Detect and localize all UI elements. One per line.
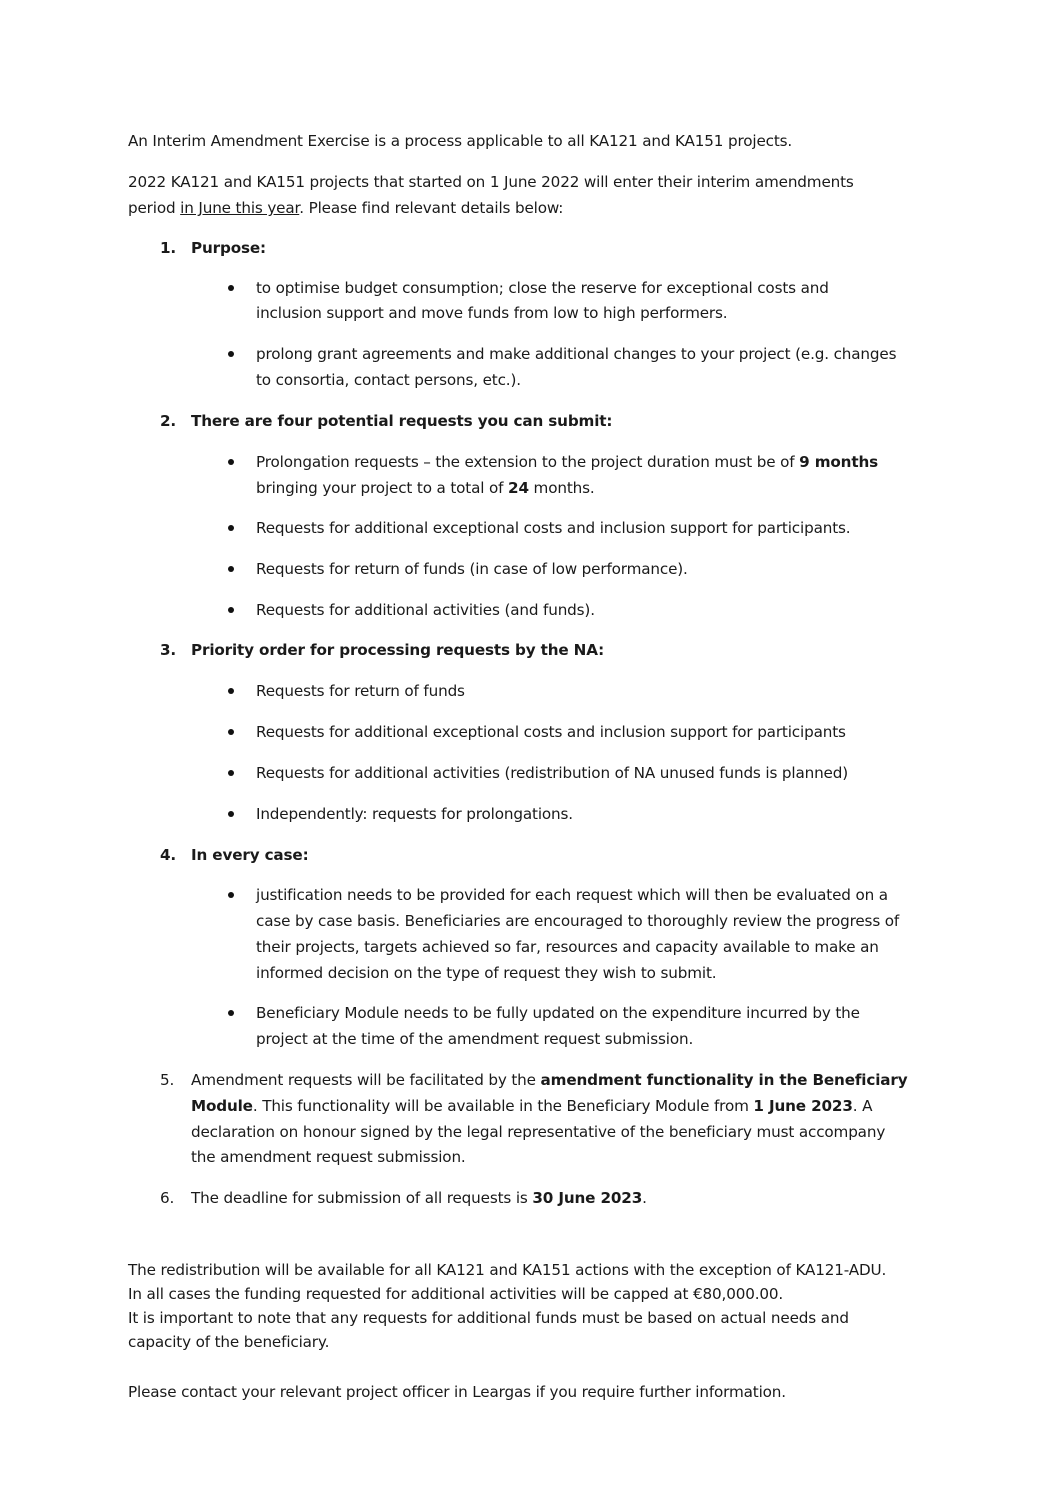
closing-line-2: In all cases the funding requested for additional activities will be capped at €80,000.00. xyxy=(128,1285,784,1303)
section-heading: In every case: xyxy=(191,846,309,864)
bullet-text: Requests for return of funds xyxy=(256,682,465,700)
bullet-text: to optimise budget consumption; close the reserve for exceptional costs and xyxy=(256,279,829,297)
section-heading: Purpose: xyxy=(191,239,266,257)
section-heading: Priority order for processing requests by the NA: xyxy=(191,641,605,659)
bullet-text: project at the time of the amendment request submission. xyxy=(256,1030,694,1048)
contact-line: Please contact your relevant project officer in Leargas if you require further information. xyxy=(128,1383,786,1401)
bullet-text: to consortia, contact persons, etc.). xyxy=(256,371,521,389)
bullet-icon xyxy=(228,688,234,694)
intro-paragraph-line-2: period in June this year. Please find relevant details below: xyxy=(128,199,564,217)
bullet-text: Independently: requests for prolongations. xyxy=(256,805,573,823)
intro-paragraph-line-1: 2022 KA121 and KA151 projects that started on 1 June 2022 will enter their interim amendments xyxy=(128,173,854,191)
bullet-text: Prolongation requests – the extension to the project duration must be of 9 months xyxy=(256,453,878,471)
bullet-text: Requests for additional exceptional costs and inclusion support for participants xyxy=(256,723,846,741)
section-number: 2. xyxy=(160,412,177,430)
bullet-icon xyxy=(228,566,234,572)
bullet-icon xyxy=(228,1010,234,1016)
bullet-text: informed decision on the type of request they wish to submit. xyxy=(256,964,717,982)
bullet-icon xyxy=(228,459,234,465)
bullet-icon xyxy=(228,811,234,817)
underlined-period: in June this year xyxy=(180,199,300,217)
closing-line-1: The redistribution will be available for all KA121 and KA151 actions with the exception of KA121-ADU. xyxy=(128,1261,887,1279)
bullet-text: Requests for additional activities (redistribution of NA unused funds is planned) xyxy=(256,764,849,782)
bullet-text: prolong grant agreements and make additional changes to your project (e.g. changes xyxy=(256,345,897,363)
bullet-text: their projects, targets achieved so far, resources and capacity available to make an xyxy=(256,938,879,956)
closing-line-4: capacity of the beneficiary. xyxy=(128,1333,330,1351)
item5-line-1: Amendment requests will be facilitated by the amendment functionality in the Beneficiary xyxy=(191,1071,908,1089)
bullet-text: Requests for additional exceptional costs and inclusion support for participants. xyxy=(256,519,851,537)
bullet-icon xyxy=(228,729,234,735)
section-number: 4. xyxy=(160,846,177,864)
bullet-text: Requests for return of funds (in case of low performance). xyxy=(256,560,688,578)
item5-line-2: Module. This functionality will be available in the Beneficiary Module from 1 June 2023. A xyxy=(191,1097,873,1115)
bullet-text: bringing your project to a total of 24 months. xyxy=(256,479,595,497)
item5-line-4: the amendment request submission. xyxy=(191,1148,466,1166)
bullet-icon xyxy=(228,607,234,613)
intro-line: An Interim Amendment Exercise is a process applicable to all KA121 and KA151 projects. xyxy=(128,132,793,150)
bullet-text: Requests for additional activities (and funds). xyxy=(256,601,595,619)
section-number: 6. xyxy=(160,1189,175,1207)
bullet-icon xyxy=(228,351,234,357)
bullet-icon xyxy=(228,770,234,776)
item5-line-3: declaration on honour signed by the legal representative of the beneficiary must accompany xyxy=(191,1123,886,1141)
section-number: 5. xyxy=(160,1071,175,1089)
bullet-text: case by case basis. Beneficiaries are encouraged to thoroughly review the progress of xyxy=(256,912,900,930)
bullet-text: Beneficiary Module needs to be fully updated on the expenditure incurred by the xyxy=(256,1004,860,1022)
section-number: 1. xyxy=(160,239,177,257)
bullet-icon xyxy=(228,892,234,898)
section-number: 3. xyxy=(160,641,177,659)
section-heading: There are four potential requests you can submit: xyxy=(191,412,613,430)
bullet-text: justification needs to be provided for each request which will then be evaluated on a xyxy=(256,886,888,904)
bullet-icon xyxy=(228,525,234,531)
closing-line-3: It is important to note that any requests for additional funds must be based on actual needs and xyxy=(128,1309,849,1327)
bullet-icon xyxy=(228,285,234,291)
bullet-text: inclusion support and move funds from low to high performers. xyxy=(256,304,728,322)
item6-line: The deadline for submission of all requests is 30 June 2023. xyxy=(191,1189,647,1207)
